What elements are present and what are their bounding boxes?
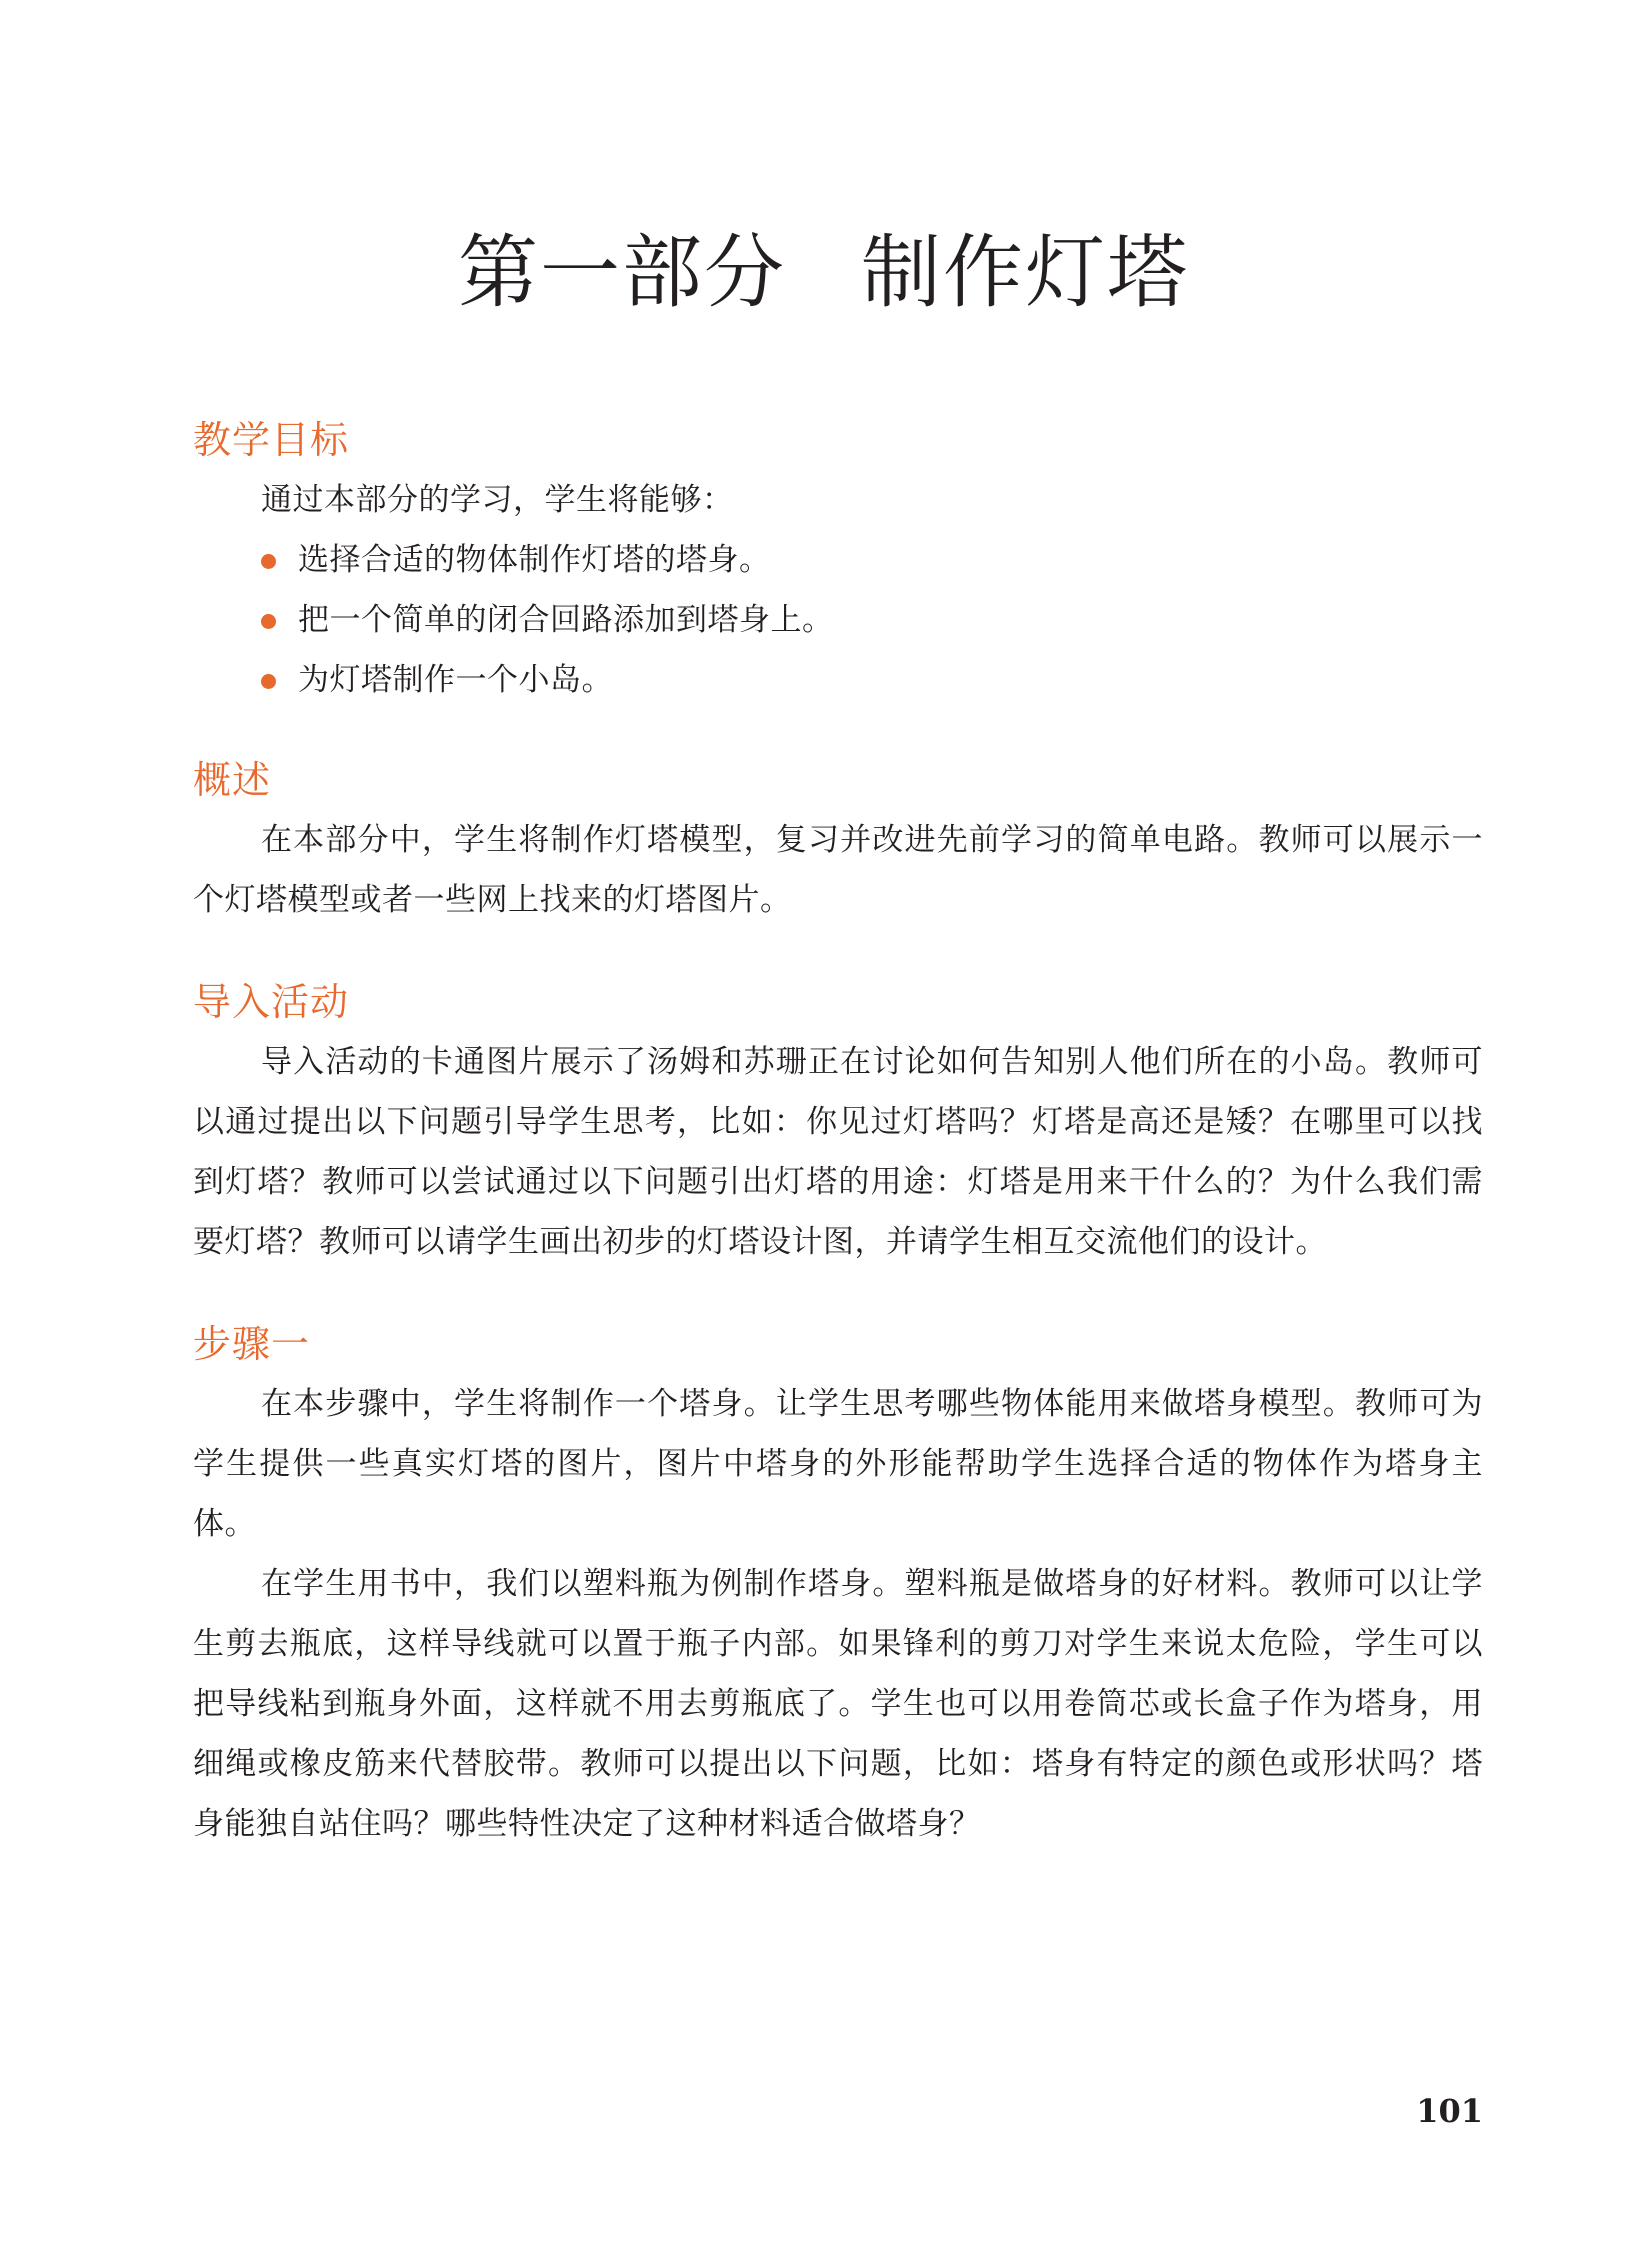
section-overview (193, 750, 1483, 930)
paragraph: 在本步骤中，学生将制作一个塔身。让学生思考哪些物体能用来做塔身模型。教师可为学生提供一些真实灯塔的图片，图片中塔身的外形能帮助学生选择合适的物体作为塔身主体。 (193, 1386, 1483, 1542)
section-step-one (193, 1314, 1483, 1854)
bullet-dot-icon (261, 554, 276, 569)
paragraph: 导入活动的卡通图片展示了汤姆和苏珊正在讨论如何告知别人他们所在的小岛。教师可以通过提出以下问题引导学生思考，比如：你见过灯塔吗？灯塔是高还是矮？在哪里可以找到灯塔？教师可以尝试通过以下问题引出灯塔的用途：灯塔是用来干什么的？为什么我们需要灯塔？教师可以请学生画出初步的灯塔设计图，并请学生相互交流他们的设计。 (193, 1044, 1483, 1260)
objectives-intro: 通过本部分的学习，学生将能够： (261, 482, 734, 518)
section-heading: 步骤一 (193, 1322, 311, 1366)
section-heading: 教学目标 (193, 418, 350, 462)
paragraph: 在学生用书中，我们以塑料瓶为例制作塔身。塑料瓶是做塔身的好材料。教师可以让学生剪去瓶底，这样导线就可以置于瓶子内部。如果锋利的剪刀对学生来说太危险，学生可以把导线粘到瓶身外面，这样就不用去剪瓶底了。学生也可以用卷筒芯或长盒子作为塔身，用细绳或橡皮筋来代替胶带。教师可以提出以下问题，比如：塔身有特定的颜色或形状吗？塔身能独自站住吗？哪些特性决定了这种材料适合做塔身？ (193, 1566, 1483, 1842)
section-lead-in (193, 972, 1483, 1272)
paragraph: 在本部分中，学生将制作灯塔模型，复习并改进先前学习的简单电路。教师可以展示一个灯塔模型或者一些网上找来的灯塔图片。 (193, 822, 1483, 918)
section-spacer (193, 930, 1483, 972)
section-spacer (193, 710, 1483, 750)
objectives-list (193, 530, 1483, 710)
page-title-name: 制作灯塔 (861, 226, 1189, 319)
list-item (193, 650, 1483, 710)
main-content (193, 410, 1483, 1854)
page-title (0, 218, 1647, 328)
bullet-dot-icon (261, 674, 276, 689)
page-number: 101 (1416, 2092, 1483, 2130)
section-heading: 概述 (193, 758, 272, 802)
page-title-part: 第一部分 (458, 226, 786, 319)
bullet-dot-icon (261, 614, 276, 629)
list-item (193, 590, 1483, 650)
section-heading: 导入活动 (193, 980, 350, 1024)
list-item (193, 530, 1483, 590)
list-item-text: 把一个简单的闭合回路添加到塔身上。 (298, 602, 834, 638)
section-spacer (193, 1272, 1483, 1314)
list-item-text: 选择合适的物体制作灯塔的塔身。 (298, 542, 771, 578)
section-objectives (193, 410, 1483, 710)
list-item-text: 为灯塔制作一个小岛。 (298, 662, 613, 698)
